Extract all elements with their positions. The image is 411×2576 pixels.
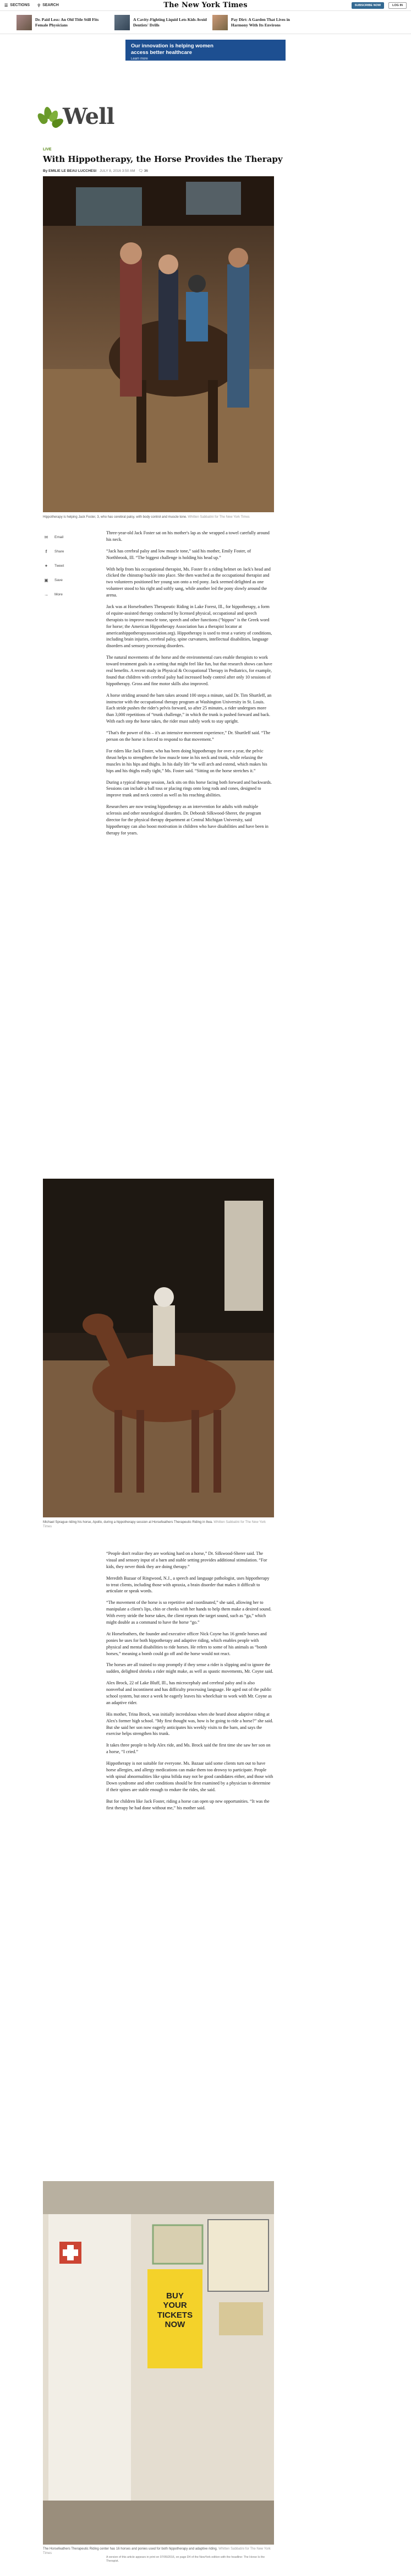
- publish-date: JULY 8, 2016 3:50 AM: [100, 169, 135, 173]
- share-label: Email: [54, 535, 64, 539]
- share-label: Save: [54, 578, 63, 582]
- paragraph: Three-year-old Jack Foster sat on his mother's lap as she wrapped a towel carefully around his neck.: [106, 530, 270, 542]
- paragraph: The horses are all trained to stop promptly if they sense a rider is slipping and to ignore the sudden, delighted shrieks a rider might make, as well as spastic movements, Mr. Coyne said.: [106, 1662, 273, 1674]
- paragraph: The natural movements of the horse and the environmental cues enable therapists to work toward treatment goals in a setting that might feel like fun, but that research shows can have real benefits. A recent study in Physical & Occupational Therapy in Pediatrics, for example, found that children with cerebral palsy had increased body control after only 10 sessions of hippotherapy. Gross and fine motor skills also improved.: [106, 655, 272, 686]
- top-navigation: [0, 0, 411, 11]
- related-article[interactable]: [114, 15, 208, 30]
- share-label: More: [54, 592, 63, 596]
- poster-line: YOUR: [163, 2301, 187, 2311]
- tickets-poster: [150, 2291, 200, 2329]
- paragraph: A horse striding around the barn takes around 100 steps a minute, said Dr. Tim Shurtleff, an instructor with the occupational therapy program at Washington University in St. Louis. Each stride pushes the rider's pelvis forward, so after 25 minutes, a rider undergoes more than 3,000 repetitions of “trunk challenge,” in which the trunk is pushed forward and back. With each step the horse takes, the rider must subtly work to stay upright.: [106, 692, 272, 724]
- save-button[interactable]: [43, 573, 64, 587]
- paragraph: His mother, Trina Brock, was initially incredulous when she heard about adaptive riding at Alex's former high school. “My first thought was, how is he going to ride a horse?” she said. But she said her son now eagerly anticipates his weekly visits to the barn, and says the exercise helps strengthen his trunk.: [106, 1711, 273, 1737]
- article-body-part-1: [106, 530, 273, 842]
- search-label: SEARCH: [42, 3, 59, 7]
- email-icon: ✉: [44, 534, 48, 540]
- photo-caption: [43, 1520, 274, 1530]
- article-kicker[interactable]: LIVE: [43, 148, 52, 151]
- photo-credit: Whitten Sabbatini for The New York Times: [43, 2547, 271, 2556]
- related-title: Dr. Paid Less: An Old Title Still Fits Female Physicians: [35, 17, 99, 28]
- related-title: A Cavity-Fighting Liquid Lets Kids Avoid Dentists' Drills: [133, 17, 207, 28]
- subscribe-button[interactable]: SUBSCRIBE NOW: [352, 2, 384, 9]
- related-thumbnail: [114, 15, 130, 30]
- related-title: Pay Dirt: A Garden That Lives in Harmony With Its Environs: [231, 17, 290, 28]
- sections-icon: ☰: [4, 3, 8, 8]
- related-article[interactable]: [212, 15, 306, 30]
- photo-caption: [43, 515, 274, 519]
- email-button[interactable]: [43, 530, 64, 544]
- save-icon: ▣: [44, 577, 48, 583]
- paragraph: “Jack has cerebral palsy and low muscle tone,” said his mother, Emily Foster, of Northbrook, Ill. “The biggest challenge is holding his head up.”: [106, 548, 251, 560]
- riding-photo[interactable]: [43, 1179, 274, 1517]
- sections-label: SECTIONS: [10, 3, 30, 7]
- caption-text: The Horsefeathers Therapeutic Riding center has 16 horses and ponies used for both hippotherapy and adaptive riding.: [43, 2547, 218, 2551]
- twitter-icon: ✦: [44, 563, 48, 568]
- section-logo[interactable]: [35, 104, 114, 129]
- paragraph: It takes three people to help Alex ride, and Ms. Brock said the first time she saw her son on a horse, “I cried.”: [106, 1743, 271, 1755]
- paragraph: But for children like Jack Foster, riding a horse can open up new opportunities. “It was the first therapy he had done without me,” his mother said.: [106, 1798, 270, 1810]
- search-button[interactable]: [37, 3, 59, 8]
- paragraph: Meredith Bazaar of Ringwood, N.J., a speech and language pathologist, uses hippotherapy to treat clients, including those with apraxia, a brain disorder that makes it difficult to articulate or speak words.: [106, 1575, 270, 1594]
- facebook-icon: f: [45, 549, 47, 554]
- photo-caption: [43, 2547, 274, 2556]
- paragraph: At Horsefeathers, the founder and executive officer Nick Coyne has 16 gentle horses and ponies he uses for both hippotherapy and adaptive riding, which enables people with physical and mental disabilities to ride horses. He refers to some of his animals as “bomb horses,” meaning a bomb could go off and the horse would not react.: [106, 1631, 267, 1656]
- ad-line-1: Our innovation is helping women: [131, 43, 213, 49]
- paragraph: During a typical therapy session, Jack sits on this horse facing both forward and backwards. Sessions can include a ball toss or placing rings onto long rods and cones, designed to improve trunk and neck control as well as his reaching abilities.: [106, 779, 272, 798]
- related-article[interactable]: [17, 15, 110, 30]
- search-icon: ⚲: [37, 3, 41, 8]
- more-button[interactable]: [43, 587, 64, 601]
- caption-text: Hippotherapy is helping Jack Foster, 3, who has cerebral palsy, with body control and muscle tone.: [43, 516, 187, 519]
- photo-credit: Whitten Sabbatini for The New York Times: [43, 1521, 266, 1529]
- comment-count: 36: [144, 169, 148, 173]
- facebook-share-button[interactable]: [43, 544, 64, 558]
- masthead-logo[interactable]: The New York Times: [163, 1, 248, 9]
- comments-link[interactable]: [139, 169, 148, 173]
- leaves-icon: [35, 105, 62, 129]
- poster-line: BUY: [166, 2291, 184, 2301]
- related-thumbnail: [212, 15, 228, 30]
- paragraph: Researchers are now testing hippotherapy as an intervention for adults with multiple sclerosis and other neurological disorders. Dr. Deborah Silkwood-Sherer, the program director for the physical therapy department at Central Michigan University, said hippotherapy can also boost motivation in children who have disabilities and have been in therapy for years.: [106, 804, 268, 836]
- section-name: Well: [63, 104, 114, 129]
- riding-center-photo[interactable]: [43, 2181, 274, 2545]
- paragraph: “The movement of the horse is so repetitive and coordinated,” she said, allowing her to manipulate a client's lips, chin or cheeks with her hands to help them make a desired sound. With every stride the horse takes, the client repeats the target sound, such as “ga,” which might double as a command to have the horse “go.”: [106, 1600, 272, 1625]
- paragraph: “That's the power of this – it's an intensive movement experience,” Dr. Shurtleff said. “The person on the horse is forced to respond to that movement.”: [106, 730, 271, 742]
- caption-text: Michael Sprague riding his horse, Apollo, during a hippotherapy session at Horsefeathers Therapeutic Riding in Ilwa.: [43, 1521, 213, 1524]
- more-icon: →: [44, 592, 48, 597]
- sections-button[interactable]: [4, 3, 30, 8]
- paragraph: Jack was at Horsefeathers Therapeutic Riding in Lake Forest, Ill., for hippotherapy, a form of equine-assisted therapy conducted by licensed physical, occupational and speech therapists to improve muscle tone, speech and other functions (“hippos” is the Greek word for horse; the American Hippotherapy Association has a therapist locator at americanhippotherapyassociation.org). Hippotherapy is used to treat a variety of conditions, including brain injuries, cerebral palsy, spine curvatures, intellectual disabilities, language disorders and sensory processing disorders.: [106, 604, 272, 649]
- comment-icon: 🗨: [138, 169, 143, 173]
- paragraph: For riders like Jack Foster, who has been doing hippotherapy for over a year, the pelvic thrust helps to strengthen the low muscle tone in his neck and trunk, while relaxing the muscles in his hips and thighs. In his daily life “he will arch and extend, which makes his hips and his thighs really tight,” Ms. Foster said. “Sitting on the horse stretches it.”: [106, 748, 267, 773]
- article-headline: With Hippotherapy, the Horse Provides the Therapy: [43, 154, 283, 164]
- share-toolbar: [43, 530, 64, 601]
- share-label: Tweet: [54, 563, 64, 568]
- poster-line: NOW: [165, 2319, 185, 2329]
- paragraph: With help from his occupational therapist, Ms. Foster fit a riding helmet on Jack's head and clicked the chinstrap buckle into place. She then watched as the occupational therapist and two volunteers positioned her young son onto a red pony. Jack seemed delighted as one volunteer stood to his right and softly sang, while another led the pony slowly around the arena.: [106, 566, 271, 598]
- article-body-part-2: [106, 1550, 273, 1816]
- paragraph: Alex Brock, 22 of Lake Bluff, Ill., has microcephaly and cerebral palsy and is also nonverbal and incontinent and has difficulty processing language. He aged out of the public school system, but once a week he eagerly leaves his wheelchair to work with Mr. Coyne as an adaptive rider.: [106, 1680, 272, 1705]
- login-button[interactable]: LOG IN: [388, 2, 407, 9]
- related-thumbnail: [17, 15, 32, 30]
- photo-credit: Whitten Sabbatini for The New York Times: [188, 516, 250, 519]
- lead-photo[interactable]: [43, 176, 274, 512]
- ad-line-2: access better healthcare: [131, 49, 192, 56]
- tweet-button[interactable]: [43, 558, 64, 573]
- print-version-note: A version of this article appears in print on 07/05/2016, on page D4 of the NewYork edition with the headline: The Horse Is the Therapist.: [106, 2556, 265, 2563]
- paragraph: “People don't realize they are working hard on a horse,” Dr. Silkwood-Sherer said. The visual and sensory input of a barn and stable setting provides additional stimulation. “For kids, they never think they are doing therapy.”: [106, 1551, 267, 1569]
- byline: [43, 169, 148, 173]
- poster-line: TICKETS: [157, 2310, 193, 2320]
- author-name[interactable]: By EMILIE LE BEAU LUCCHESI: [43, 169, 97, 173]
- paragraph: Hippotherapy is not suitable for everyone. Ms. Bazaar said some clients turn out to have horse allergies, and allergy medications can make them too drowsy to participate. People with spinal abnormalities like spina bifida may not be good candidates either, and those with Down syndrome and other conditions should be first examined by a physician to determine if their spines are stable enough to endure the rides, she said.: [106, 1761, 273, 1792]
- advertisement-banner[interactable]: [125, 40, 286, 61]
- ad-cta: Learn more: [131, 57, 148, 61]
- share-label: Share: [54, 549, 64, 554]
- related-articles-strip: [0, 11, 411, 34]
